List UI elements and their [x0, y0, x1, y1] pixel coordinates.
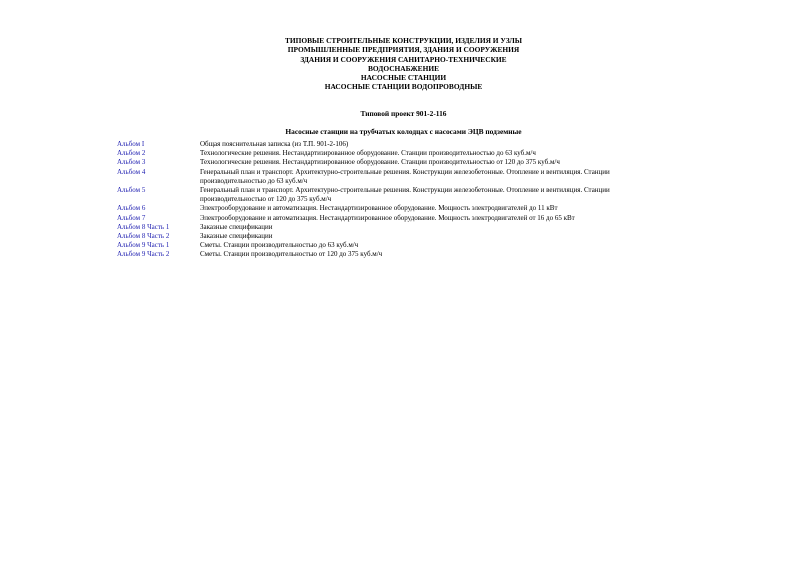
header-line: ВОДОСНАБЖЕНИЕ: [367, 63, 440, 73]
document-header: [0, 36, 807, 92]
project-subtitle: Насосные станции на трубчатых колодцах с насосами ЭЦВ подземные: [285, 127, 522, 136]
album-link[interactable]: Альбом 5: [117, 186, 146, 195]
album-description: Электрооборудование и автоматизация. Нестандартизированное оборудование. Мощность электродвигателей от 16 до 65 кВт: [200, 213, 575, 222]
project-title: Типовой проект 901-2-116: [360, 109, 447, 118]
album-link[interactable]: Альбом 7: [117, 213, 146, 222]
album-description: Заказные спецификации: [200, 222, 273, 231]
album-description: Общая пояснительная записка (из Т.П. 901-2-106): [200, 140, 349, 148]
album-row: [117, 223, 637, 232]
album-description: Электрооборудование и автоматизация. Нестандартизированное оборудование. Мощность электродвигателей до 11 кВт: [200, 204, 558, 213]
album-link[interactable]: Альбом 9 Часть 1: [117, 241, 170, 250]
album-description: Генеральный план и транспорт. Архитектурно-строительные решения. Конструкции железобетонные. Отопление и вентиляция. Станции производительностью до 63 куб.м/ч: [200, 167, 610, 185]
album-description: Генеральный план и транспорт. Архитектурно-строительные решения. Конструкции железобетонные. Отопление и вентиляция. Станции производительностью от 120 до 375 куб.м/ч: [200, 186, 610, 204]
album-link[interactable]: Альбом 3: [117, 158, 146, 167]
header-line: ЗДАНИЯ И СООРУЖЕНИЯ САНИТАРНО-ТЕХНИЧЕСКИЕ: [300, 54, 507, 64]
album-row: [117, 149, 637, 158]
album-row: [117, 250, 637, 259]
album-link[interactable]: Альбом 8 Часть 2: [117, 232, 170, 241]
album-row: [117, 186, 637, 204]
album-description: Сметы. Станции производительностью от 120 до 375 куб.м/ч: [200, 250, 383, 259]
header-line: ПРОМЫШЛЕННЫЕ ПРЕДПРИЯТИЯ, ЗДАНИЯ И СООРУЖЕНИЯ: [287, 45, 520, 55]
album-link[interactable]: Альбом 8 Часть 1: [117, 222, 170, 231]
album-row: [117, 232, 637, 241]
album-row: [117, 158, 637, 167]
album-link[interactable]: Альбом 2: [117, 149, 146, 158]
album-row: [117, 204, 637, 213]
album-row: [117, 168, 637, 186]
album-description: Технологические решения. Нестандартизированное оборудование. Станции производительностью от 120 до 375 куб.м/ч: [200, 158, 560, 167]
album-row: [117, 140, 637, 149]
album-link[interactable]: Альбом 6: [117, 204, 146, 213]
album-list: [117, 140, 637, 260]
album-description: Технологические решения. Нестандартизированное оборудование. Станции производительностью до 63 куб.м/ч: [200, 149, 536, 158]
album-link[interactable]: Альбом I: [117, 140, 145, 148]
album-row: [117, 241, 637, 250]
header-line: ТИПОВЫЕ СТРОИТЕЛЬНЫЕ КОНСТРУКЦИИ, ИЗДЕЛИЯ И УЗЛЫ: [284, 36, 523, 45]
album-link[interactable]: Альбом 4: [117, 167, 146, 176]
album-link[interactable]: Альбом 9 Часть 2: [117, 250, 170, 259]
header-line: НАСОСНЫЕ СТАНЦИИ ВОДОПРОВОДНЫЕ: [324, 82, 483, 92]
header-line: НАСОСНЫЕ СТАНЦИИ: [360, 73, 447, 83]
album-row: [117, 214, 637, 223]
album-description: Заказные спецификации: [200, 232, 273, 241]
album-description: Сметы. Станции производительностью до 63 куб.м/ч: [200, 241, 359, 250]
